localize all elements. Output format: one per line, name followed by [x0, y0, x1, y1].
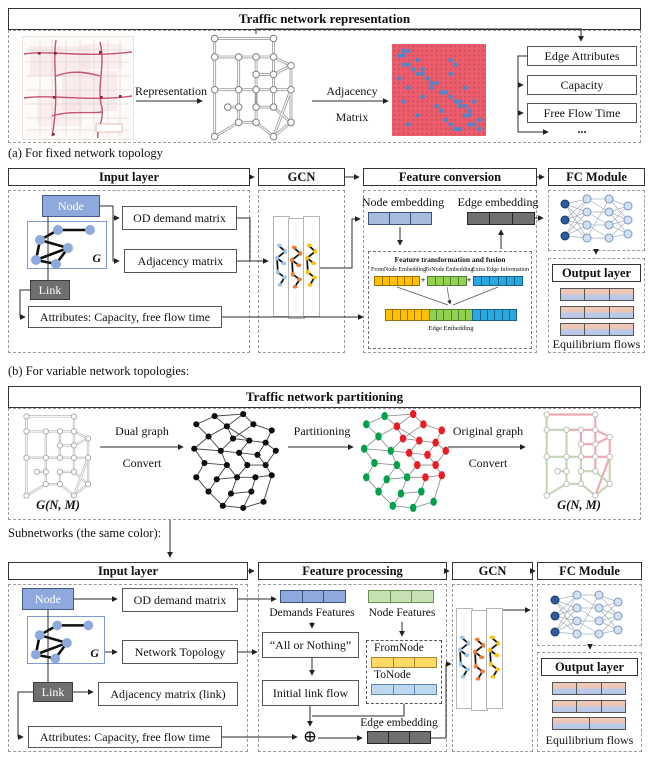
adjacency-text-1: Adjacency: [326, 84, 378, 98]
top-panel-title-text: Traffic network representation: [238, 11, 411, 26]
a-graph-g-label: G: [92, 251, 101, 265]
a-fc-module-header-text: FC Module: [566, 169, 627, 184]
c-fromnode-label: [370, 642, 442, 654]
c-demands-bar: [280, 590, 346, 603]
a-extra-edge-text: Extra Edge Information: [472, 267, 529, 273]
a-equilibrium-label: [548, 337, 645, 352]
c-fc-module-header-text: FC Module: [559, 563, 620, 578]
a-output-bar-2: [560, 306, 634, 319]
b-recolored-graph-right: [530, 410, 630, 500]
a-fc-module-header: [548, 168, 645, 186]
top-panel-title: [8, 8, 641, 30]
a-gcn-graph-yellow: [304, 238, 319, 296]
c-attributes-box: [28, 726, 222, 748]
c-edge-embedding-bar: [367, 731, 431, 744]
b-convert-2-text: Convert: [468, 456, 508, 470]
b-g-left-label: [10, 498, 106, 513]
a-gcn-header: [258, 168, 345, 186]
c-oplus-text: ⊕: [302, 727, 318, 746]
a-output-layer-text: Output layer: [561, 265, 632, 280]
c-network-topology-box: [122, 640, 238, 664]
b-title-text: Traffic network partitioning: [245, 389, 404, 404]
c-output-layer-text: Output layer: [554, 659, 625, 674]
b-dual-graph-text: Dual graph: [115, 424, 169, 438]
b-partitioned-graph: [356, 410, 450, 514]
a-link-box: [30, 280, 70, 300]
c-equilibrium-text: Equilibrium flows: [545, 733, 634, 747]
a-edge-embedding-text: Edge embedding: [457, 195, 539, 209]
a-combined-edge-bar: [385, 309, 517, 321]
a-input-layer-header: [8, 168, 250, 186]
a-tonode-label: [425, 267, 474, 273]
b-partitioning-label: [284, 424, 360, 439]
a-plus-1: [419, 276, 427, 285]
section-b-caption-text: (b) For variable network topologies:: [8, 364, 190, 378]
c-output-bar-2: [552, 700, 626, 713]
c-gcn-header: [452, 562, 533, 580]
c-all-or-nothing-box: [262, 632, 359, 658]
a-output-bar-1: [560, 288, 634, 301]
a-neural-network: [557, 192, 637, 249]
c-adjacency-link-text: Adjacency matrix (link): [110, 686, 226, 701]
a-input-layer-header-text: Input layer: [98, 169, 160, 184]
c-od-demand-text: OD demand matrix: [133, 592, 227, 607]
c-link-text: Link: [41, 684, 65, 699]
a-od-demand-text: OD demand matrix: [133, 210, 226, 225]
c-initial-link-flow-text: Initial link flow: [272, 685, 349, 700]
a-plus-2-text: +: [466, 276, 472, 285]
c-demands-text: Demands Features: [269, 607, 355, 619]
c-node-features-text: Node Features: [368, 607, 436, 619]
a-node-text: Node: [58, 198, 84, 213]
c-output-bar-3: [552, 717, 626, 730]
c-edge-embedding-text: Edge embedding: [360, 717, 438, 729]
c-gcn-header-text: GCN: [478, 563, 507, 578]
b-g-right-label: [528, 498, 630, 513]
adjacency-matrix-image: [392, 44, 486, 136]
a-node-embedding-bar: [368, 212, 432, 225]
subnetworks-text: Subnetworks (the same color):: [8, 526, 162, 540]
a-gcn-graph-orange: [289, 240, 304, 298]
c-tonode-bar: [371, 684, 437, 695]
b-title-box: [8, 386, 641, 408]
section-a-caption-text: (a) For fixed network topology: [8, 146, 163, 160]
c-output-bar-1: [552, 682, 626, 695]
a-adjacency-box: [124, 249, 237, 273]
a-gcn-graph-blue: [274, 238, 289, 296]
edge-attributes-text: Edge Attributes: [544, 48, 620, 63]
a-feature-conversion-header: [363, 168, 537, 186]
c-graph-g-label: G: [90, 646, 99, 660]
a-tonode-text: ToNode Embedding: [425, 267, 474, 273]
c-initial-link-flow-box: [262, 680, 359, 706]
section-b-caption: [8, 364, 189, 379]
a-output-layer-box: [552, 264, 641, 282]
c-input-layer-header: [8, 562, 248, 580]
c-adjacency-link-box: [98, 682, 238, 706]
b-partitioning-text: Partitioning: [293, 424, 351, 438]
c-node-features-label: [364, 607, 440, 619]
a-edge-embedding-bar: [467, 212, 535, 225]
section-a-caption: [8, 146, 163, 161]
a-adjacency-text: Adjacency matrix: [137, 253, 224, 268]
a-extra-edge-label: [472, 267, 528, 273]
b-dual-graph-label: [98, 424, 186, 439]
a-attributes-box: [28, 306, 222, 328]
b-original-graph-text: Original graph: [452, 424, 524, 438]
a-fusion-box: [368, 251, 532, 349]
capacity-box: [527, 75, 637, 95]
a-output-bar-3: [560, 323, 634, 336]
c-all-or-nothing-text: “All or Nothing”: [269, 637, 352, 652]
a-plus-2: [465, 276, 473, 285]
a-attributes-text: Attributes: Capacity, free flow time: [39, 309, 211, 324]
c-tonode-text: ToNode: [374, 669, 411, 681]
a-fusion-title: [368, 255, 532, 264]
a-tonode-bar: [427, 276, 467, 286]
b-original-graph-label: [444, 424, 532, 439]
capacity-text: Capacity: [560, 77, 604, 92]
subnetworks-caption: [8, 526, 161, 541]
adjacency-arrow-label-1: [312, 84, 392, 99]
adjacency-text-2: Matrix: [335, 110, 369, 124]
edge-attributes-box: [527, 46, 637, 66]
b-dual-graph: [186, 410, 280, 514]
a-fromnode-bar: [374, 276, 420, 286]
c-neural-network: [547, 588, 627, 645]
a-edge-embedding-out-label: [418, 325, 484, 332]
a-edge-embedding-out-text: Edge Embedding: [428, 325, 474, 332]
c-oplus-symbol: [301, 728, 319, 746]
b-convert-label-2: [444, 456, 532, 471]
c-network-topology-text: Network Topology: [134, 644, 226, 659]
ellipsis-label: [552, 122, 612, 137]
c-node-text: Node: [35, 591, 61, 606]
b-original-graph-left: [18, 412, 100, 500]
c-feature-processing-header: [258, 562, 447, 580]
a-plus-1-text: +: [420, 276, 426, 285]
c-od-demand-box: [122, 588, 238, 612]
c-link-box: [33, 682, 73, 702]
adjacency-arrow-label-2: [312, 110, 392, 125]
representation-arrow-label: [133, 84, 209, 99]
b-g-right-text: G(N, M): [557, 498, 601, 512]
a-fromnode-text: FromNode Embedding: [371, 267, 427, 273]
ellipsis-text: ...: [577, 122, 587, 136]
b-convert-label-1: [98, 456, 186, 471]
a-node-embedding-label: [358, 195, 448, 210]
c-equilibrium-label: [537, 733, 642, 748]
c-graph-box: [27, 616, 105, 664]
c-fc-module-header: [537, 562, 642, 580]
c-fromnode-text: FromNode: [374, 642, 424, 654]
a-feature-conversion-header-text: Feature conversion: [398, 169, 502, 184]
c-feature-processing-header-text: Feature processing: [302, 563, 403, 578]
a-node-box: [42, 195, 100, 217]
a-graph-box: [27, 221, 107, 269]
c-input-layer-header-text: Input layer: [97, 563, 159, 578]
a-fusion-title-text: Feature transformation and fusion: [394, 255, 506, 264]
c-node-features-bar: [368, 590, 434, 603]
a-gcn-header-text: GCN: [287, 169, 316, 184]
b-g-left-text: G(N, M): [36, 498, 80, 512]
representation-text: Representation: [135, 84, 207, 98]
c-tonode-label: [370, 669, 442, 681]
a-equilibrium-text: Equilibrium flows: [552, 337, 641, 351]
road-network-graph: [205, 33, 305, 142]
c-gcn-graph-yellow: [487, 630, 502, 688]
c-edge-embedding-label: [353, 717, 445, 729]
c-gcn-graph-blue: [457, 630, 472, 688]
c-output-layer-box: [541, 658, 638, 676]
a-edge-embedding-label: [453, 195, 543, 210]
c-attributes-text: Attributes: Capacity, free flow time: [39, 729, 211, 744]
a-node-embedding-text: Node embedding: [361, 195, 445, 209]
a-fromnode-label: [371, 267, 427, 273]
a-extra-edge-bar: [473, 276, 523, 286]
c-fromnode-bar: [371, 657, 437, 668]
city-map-image: [22, 36, 134, 140]
a-link-text: Link: [38, 282, 62, 297]
c-node-box: [22, 588, 74, 610]
free-flow-time-text: Free Flow Time: [543, 105, 621, 120]
a-od-demand-box: [122, 206, 237, 230]
c-demands-label: [262, 607, 362, 619]
c-gcn-graph-orange: [472, 632, 487, 690]
free-flow-time-box: [527, 103, 637, 123]
b-convert-1-text: Convert: [122, 456, 162, 470]
